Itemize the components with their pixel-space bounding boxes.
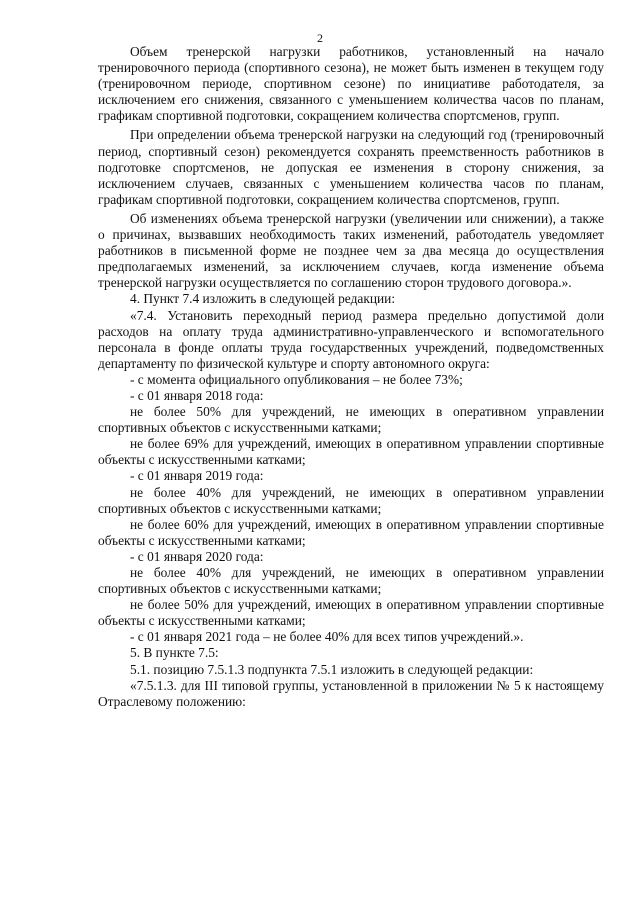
paragraph-2018-without-rinks: не более 50% для учреждений, не имеющих в оперативном управлении спортивных объектов с искусственными катками;: [98, 404, 604, 436]
paragraph-next-year-workload: При определении объема тренерской нагрузки на следующий год (тренировочный период, спортивный сезон) рекомендуется сохранять преемственность работников в подготовке спортсменов, не допуская ее изменения в сторону снижения, за исключением случаев, связанных с уменьшением количества часов по планам, графикам спортивной подготовки, сокращением количества спортсменов, групп.: [98, 127, 604, 207]
paragraph-item-4: 4. Пункт 7.4 изложить в следующей редакции:: [130, 291, 396, 307]
document-body: [98, 44, 604, 710]
paragraph-2018-with-rinks: не более 69% для учреждений, имеющих в оперативном управлении спортивные объекты с искусственными катками;: [98, 436, 604, 468]
paragraph-item-5-1: 5.1. позицию 7.5.1.3 подпункта 7.5.1 изложить в следующей редакции:: [130, 661, 534, 677]
list-item-2021: - с 01 января 2021 года – не более 40% для всех типов учреждений.».: [130, 629, 524, 645]
paragraph-2020-with-rinks: не более 50% для учреждений, имеющих в оперативном управлении спортивные объекты с искусственными катками;: [98, 597, 604, 629]
page-number: 2: [317, 31, 323, 45]
list-item-2018: - с 01 января 2018 года:: [130, 387, 264, 403]
paragraph-2019-with-rinks: не более 60% для учреждений, имеющих в оперативном управлении спортивные объекты с искусственными катками;: [98, 516, 604, 548]
paragraph-2019-without-rinks: не более 40% для учреждений, не имеющих в оперативном управлении спортивных объектов с искусственными катками;: [98, 484, 604, 516]
paragraph-item-5: 5. В пункте 7.5:: [130, 645, 219, 661]
paragraph-clause-7-5-1-3: «7.5.1.3. для III типовой группы, установленной в приложении № 5 к настоящему Отраслевому положению:: [98, 677, 604, 709]
list-item-publication: - с момента официального опубликования – не более 73%;: [130, 371, 463, 387]
list-item-2020: - с 01 января 2020 года:: [130, 548, 264, 564]
paragraph-clause-7-4: «7.4. Установить переходный период размера предельно допустимой доли расходов на оплату труда административно-управленческого и вспомогательного персонала в фонде оплаты труда государственных учреждений, подведомственных департаменту по физической культуре и спорту автономного округа:: [98, 307, 604, 371]
list-item-2019: - с 01 января 2019 года:: [130, 468, 264, 484]
paragraph-notification: Об изменениях объема тренерской нагрузки (увеличении или снижении), а также о причинах, вызвавших необходимость таких изменений, работодатель уведомляет работников в письменной форме не позднее чем за два месяца до осуществления предполагаемых изменений, за исключением случаев, когда изменение объема тренерской нагрузки осуществляется по соглашению сторон трудового договора.».: [98, 210, 604, 291]
paragraph-workload-change: Объем тренерской нагрузки работников, установленный на начало тренировочного периода (спортивного сезона), не может быть изменен в текущем году (тренировочном периоде, спортивном сезоне) по инициативе работодателя, за исключением его снижения, связанного с уменьшением количества часов по планам, графикам спортивной подготовки, сокращением количества спортсменов, групп.: [98, 44, 604, 124]
paragraph-2020-without-rinks: не более 40% для учреждений, не имеющих в оперативном управлении спортивных объектов с искусственными катками;: [98, 565, 604, 597]
